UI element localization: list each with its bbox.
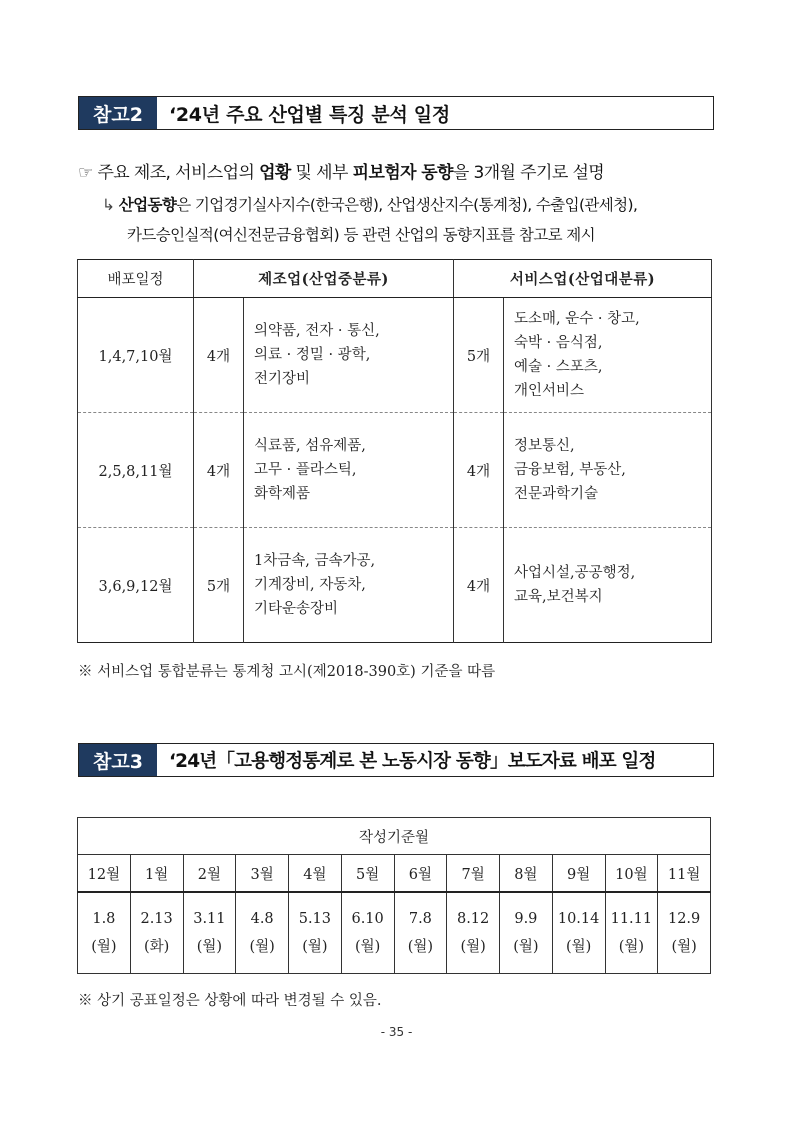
header-schedule: 배포일정 [78,260,194,298]
month-cell: 6월 [394,855,447,893]
svc-count-cell: 4개 [454,528,504,643]
page-number: - 35 - [380,1025,413,1039]
ref3-note: ※ 상기 공표일정은 상황에 따라 변경될 수 있음. [78,993,382,1009]
date-cell: 12.9 (월) [658,892,711,974]
header-services: 서비스업(산업대분류) [454,260,712,298]
date-cell: 7.8 (월) [394,892,447,974]
ref3-tag: 참고3 [79,744,163,776]
date-cell: 8.12 (월) [447,892,500,974]
date-cell: 4.8 (월) [236,892,289,974]
ref2-sub-line-1: ↳ 산업동향은 기업경기실사지수(한국은행), 산업생산지수(통계청), 수출입(관세청), [102,196,638,214]
months-row [78,855,711,893]
month-cell: 10월 [605,855,658,893]
date-cell: 1.8 (월) [78,892,131,974]
month-cell: 7월 [447,855,500,893]
pointing-hand-icon: ☞ [78,163,93,183]
industry-schedule-table [77,259,712,643]
mfg-count-cell: 4개 [194,413,244,528]
date-cell: 2.13 (화) [130,892,183,974]
ref2-tag: 참고2 [79,97,163,129]
date-cell: 10.14 (월) [552,892,605,974]
ref2-bullet: ☞ 주요 제조, 서비스업의 업황 및 세부 피보험자 동향을 3개월 주기로 설명 [78,163,605,183]
dates-row [78,892,711,974]
month-cell: 9월 [552,855,605,893]
month-cell: 2월 [183,855,236,893]
table-row [78,413,712,528]
svc-items-cell: 도소매, 운수 · 창고, 숙박 · 음식점, 예술 · 스포츠, 개인서비스 [504,298,712,413]
ref2-header [78,96,714,130]
month-cell: 1월 [130,855,183,893]
svc-count-cell: 5개 [454,298,504,413]
mfg-count-cell: 4개 [194,298,244,413]
month-cell: 8월 [500,855,553,893]
mfg-count-cell: 5개 [194,528,244,643]
ref2-note: ※ 서비스업 통합분류는 통계청 고시(제2018-390호) 기준을 따름 [78,664,496,680]
month-cell: 5월 [341,855,394,893]
ref2-sub-line-2: 카드승인실적(여신전문금융협회) 등 관련 산업의 동향지표를 참고로 제시 [127,226,596,244]
month-cell: 11월 [658,855,711,893]
svc-items-cell: 정보통신, 금융보험, 부동산, 전문과학기술 [504,413,712,528]
ref3-header [78,743,714,777]
table-caption: 작성기준월 [78,818,711,855]
date-cell: 3.11 (월) [183,892,236,974]
header-manufacturing: 제조업(산업중분류) [194,260,454,298]
svc-items-cell: 사업시설,공공행정, 교육,보건복지 [504,528,712,643]
date-cell: 9.9 (월) [500,892,553,974]
date-cell: 11.11 (월) [605,892,658,974]
mfg-items-cell: 1차금속, 금속가공, 기계장비, 자동차, 기타운송장비 [244,528,454,643]
schedule-cell: 3,6,9,12월 [78,528,194,643]
month-cell: 4월 [289,855,342,893]
svc-count-cell: 4개 [454,413,504,528]
date-cell: 6.10 (월) [341,892,394,974]
return-arrow-icon: ↳ [102,196,115,214]
mfg-items-cell: 식료품, 섬유제품, 고무 · 플라스틱, 화학제품 [244,413,454,528]
date-cell: 5.13 (월) [289,892,342,974]
release-schedule-table [77,817,711,974]
mfg-items-cell: 의약품, 전자 · 통신, 의료 · 정밀 · 광학, 전기장비 [244,298,454,413]
table-row [78,528,712,643]
table-row [78,298,712,413]
schedule-cell: 2,5,8,11월 [78,413,194,528]
ref2-title: ‘24년 주요 산업별 특징 분석 일정 [168,103,450,126]
schedule-cell: 1,4,7,10월 [78,298,194,413]
ref3-title: ‘24년「고용행정통계로 본 노동시장 동향」보도자료 배포 일정 [168,751,656,772]
month-cell: 12월 [78,855,131,893]
month-cell: 3월 [236,855,289,893]
